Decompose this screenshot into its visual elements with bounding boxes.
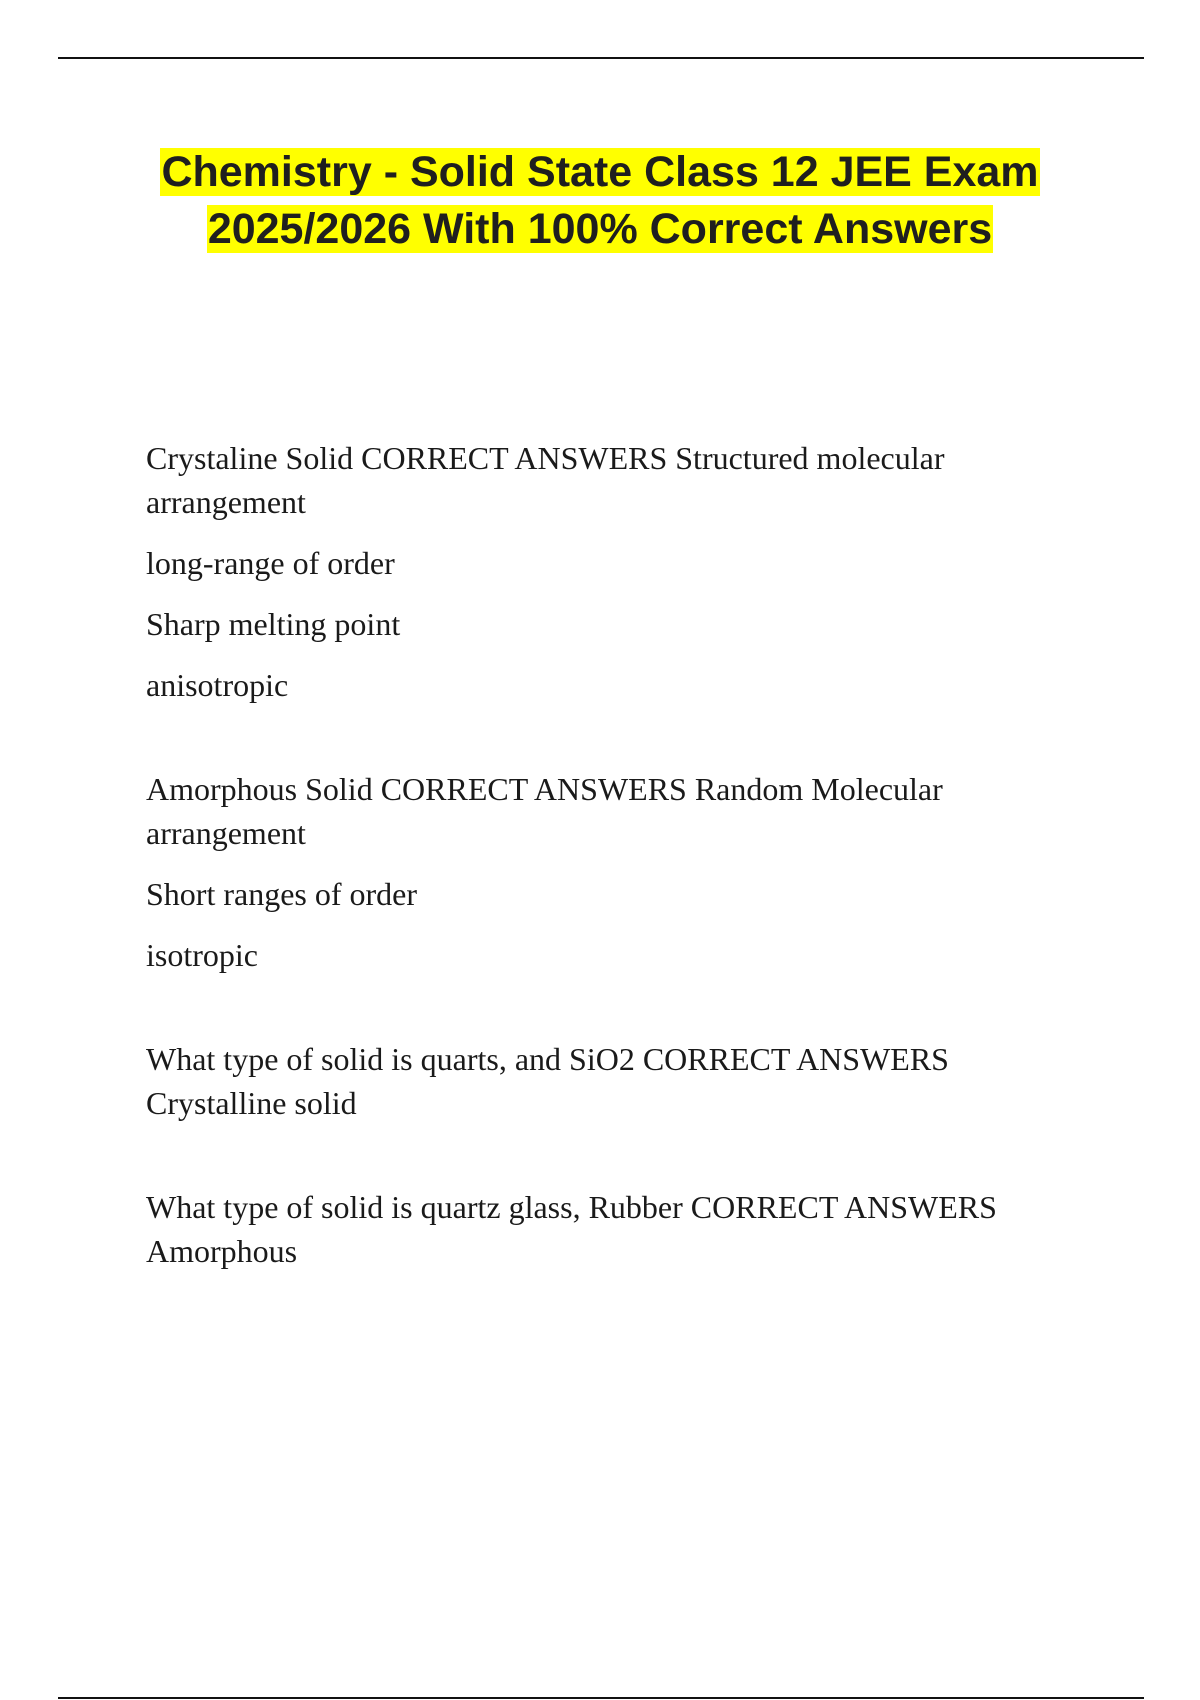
entry-line: Sharp melting point	[146, 606, 401, 642]
footer-rule	[58, 1697, 1144, 1699]
qa-entry-amorphous	[146, 767, 1076, 977]
entry-line: Amorphous Solid CORRECT ANSWERS Random Molecular arrangement	[146, 771, 943, 851]
header-rule	[58, 57, 1144, 59]
document-body	[146, 436, 1076, 1290]
entry-line: What type of solid is quarts, and SiO2 CORRECT ANSWERS Crystalline solid	[146, 1041, 949, 1121]
qa-entry-quartz	[146, 1037, 1076, 1125]
entry-line: Short ranges of order	[146, 876, 418, 912]
qa-entry-quartz-glass	[146, 1185, 1076, 1273]
title-highlight: Chemistry - Solid State Class 12 JEE Exam 2025/2026 With 100% Correct Answers	[161, 148, 1039, 253]
document-title	[100, 144, 1100, 258]
entry-line: long-range of order	[146, 545, 395, 581]
entry-line: isotropic	[146, 937, 258, 973]
qa-entry-crystalline	[146, 436, 1076, 707]
entry-line: Crystaline Solid CORRECT ANSWERS Structured molecular arrangement	[146, 440, 945, 520]
entry-line: What type of solid is quartz glass, Rubber CORRECT ANSWERS Amorphous	[146, 1189, 997, 1269]
entry-line: anisotropic	[146, 667, 289, 703]
